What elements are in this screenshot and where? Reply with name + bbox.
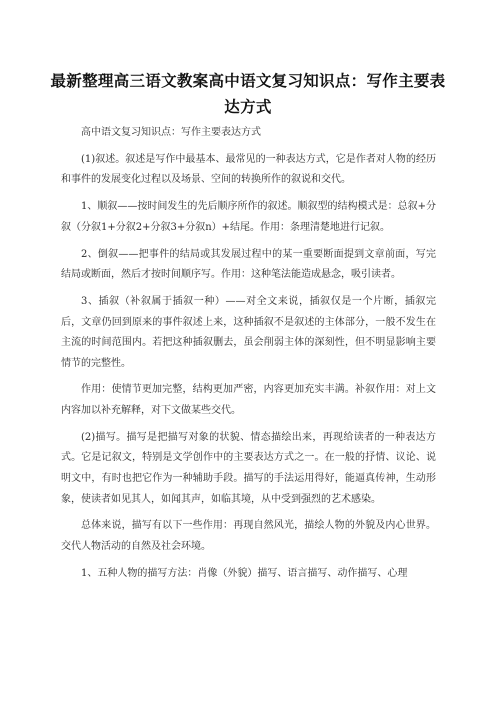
document-title: 最新整理高三语文教案高中语文复习知识点：写作主要表达方式 <box>50 72 446 116</box>
paragraph-interpolation: 3、插叙（补叙属于插叙一种）——对全文来说，插叙仅是一个片断，插叙完后，文章仍回到原来的事件叙述上来，这种插叙不是叙述的主体部分，一般不发生在主流的时间范围内。若把这种插叙删去，虽会削弱主体的深刻性，但不明显影响主要情节的完整性。 <box>61 295 436 369</box>
paragraph-interpolation-effect: 作用：使情节更加完整，结构更加严密，内容更加充实丰满。补叙作用：对上文内容加以补充解释，对下文做某些交代。 <box>61 384 436 417</box>
paragraph-subtitle: 高中语文复习知识点：写作主要表达方式 <box>81 127 261 138</box>
paragraph-chronological: 1、顺叙——按时间发生的先后顺序所作的叙述。顺叙型的结构模式是：总叙+分叙（分叙1+分叙2+分叙3+分叙n）+结尾。作用：条理清楚地进行记叙。 <box>61 201 436 233</box>
document-body <box>61 123 436 590</box>
paragraph-description-summary: 总体来说，描写有以下一些作用：再现自然风光，描绘人物的外貌及内心世界。交代人物活动的自然及社会环境。 <box>61 520 436 552</box>
paragraph-description: (2)描写。描写是把描写对象的状貌、情态描绘出来，再现给读者的一种表达方式。它是记叙文，特别是文学创作中的主要表达方式之一。在一般的抒情、议论、说明文中，有时也把它作为一种辅助手段。描写的手法运用得好，能逼真传神，生动形象，使读者如见其人，如闻其声，如临其境，从中受到强烈的艺术感染。 <box>61 431 436 505</box>
paragraph-narration: (1)叙述。叙述是写作中最基本、最常见的一种表达方式，它是作者对人物的经历和事件的发展变化过程以及场景、空间的转换所作的叙说和交代。 <box>61 153 436 186</box>
paragraph-character-methods: 1、五种人物的描写方法：肖像（外貌）描写、语言描写、动作描写、心理 <box>81 567 408 579</box>
paragraph-flashback: 2、倒叙——把事件的结局或其发展过程中的某一重要断面提到文章前面，写完结局或断面，然后才按时间顺序写。作用：这种笔法能造成悬念，吸引读者。 <box>61 248 436 281</box>
